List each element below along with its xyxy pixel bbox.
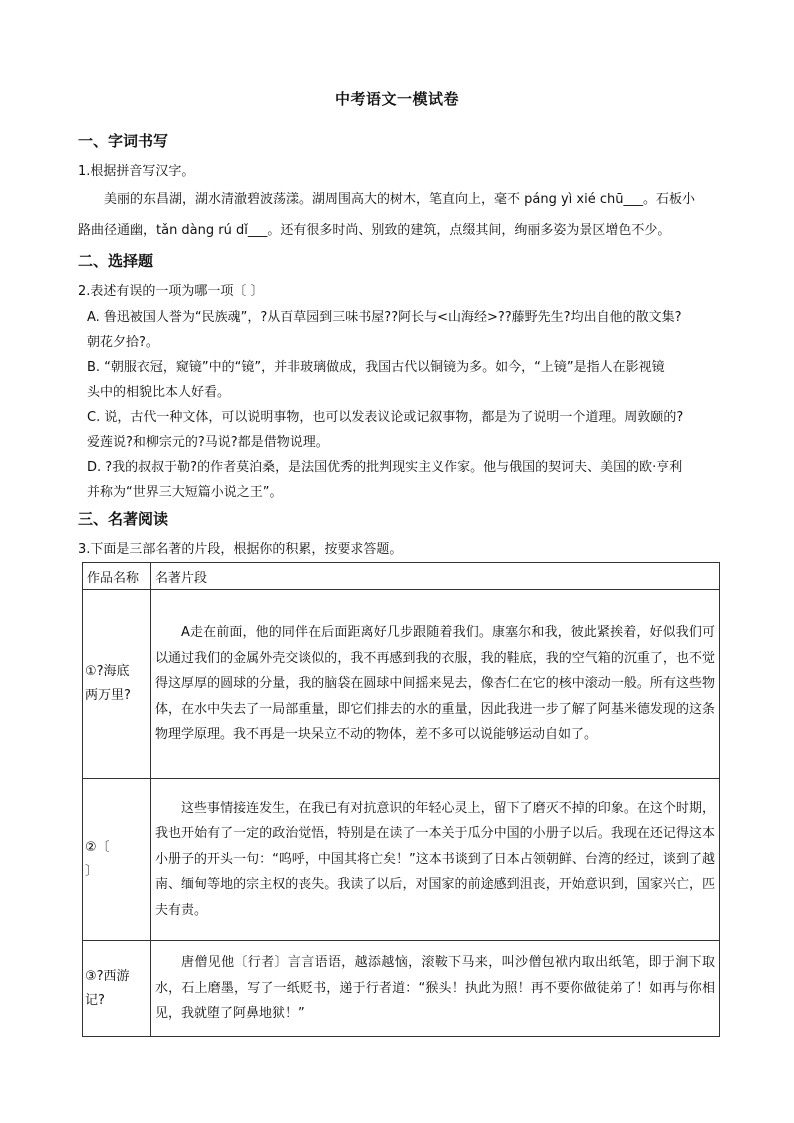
question-2-stem: 2.表述有误的一项为哪一项〔 〕 bbox=[78, 284, 264, 299]
question-1-stem: 1.根据拼音写汉字。 bbox=[78, 164, 195, 179]
question-1-text-line-1: 美丽的东昌湖，湖水清澈碧波荡漾。湖周围高大的树木，笔直向上，毫不 páng yì xié chū___。石板小 bbox=[104, 192, 695, 207]
question-1-text-line-2: 路曲径通幽，tǎn dàng rú dǐ___。还有很多时尚、别致的建筑，点缀其间，绚丽多姿为景区增色不少。 bbox=[78, 223, 671, 238]
option-d-line-2: 并称为“世界三大短篇小说之王”。 bbox=[87, 485, 283, 500]
works-table bbox=[82, 562, 720, 1037]
section-heading-2: 二、选择题 bbox=[78, 252, 154, 270]
work-name-line: 记? bbox=[85, 992, 105, 1008]
work-name-line: 两万里? bbox=[85, 688, 131, 703]
option-b-line-2: 头中的相貌比本人好看。 bbox=[87, 385, 231, 400]
work-name-cell bbox=[83, 590, 151, 779]
option-b-line-1: B. “朝服衣冠，窥镜”中的“镜”，并非玻璃做成，我国古代以铜镜为多。如今，“上镜”是指人在影视镜 bbox=[87, 360, 665, 375]
table-row bbox=[83, 941, 720, 1037]
excerpt-cell: 这些事情接连发生，在我已有对抗意识的年轻心灵上，留下了磨灭不掉的印象。在这个时期，我也开始有了一定的政治觉悟，特别是在读了一本关于瓜分中国的小册子以后。我现在还记得这本小册子的开头一句：“呜呼，中国其将亡矣！”这本书谈到了日本占领朝鲜、台湾的经过，谈到了越南、缅甸等地的宗主权的丧失。我读了以后，对国家的前途感到沮丧，开始意识到，国家兴亡，匹夫有责。 bbox=[151, 779, 720, 941]
table-row bbox=[83, 590, 720, 779]
section-heading-1: 一、字词书写 bbox=[78, 132, 169, 150]
table-header-excerpt: 名著片段 bbox=[151, 563, 720, 590]
option-d-line-1: D. ?我的叔叔于勒?的作者莫泊桑，是法国优秀的批判现实主义作家。他与俄国的契诃夫、美国的欧·亨利 bbox=[87, 460, 683, 475]
question-3-stem: 3.下面是三部名著的片段，根据你的积累，按要求答题。 bbox=[78, 542, 403, 557]
option-a-line-2: 朝花夕拾?。 bbox=[87, 335, 159, 350]
excerpt-cell: A走在前面，他的同伴在后面距离好几步跟随着我们。康塞尔和我，彼此紧挨着，好似我们可以通过我们的金属外壳交谈似的，我不再感到我的衣服，我的鞋底，我的空气箱的沉重了，也不觉得这厚厚的圆球的分量，我的脑袋在圆球中间摇来晃去，像杏仁在它的核中滚动一般。所有这些物体，在水中失去了一局部重量，即它们排去的水的重量，因此我进一步了解了阿基米德发现的这条物理学原理。我不再是一块呆立不动的物体，差不多可以说能够运动自如了。 bbox=[151, 590, 720, 779]
work-name-line: ③?西游 bbox=[85, 968, 130, 984]
table-header-row bbox=[83, 563, 720, 590]
option-c-line-2: 爱莲说?和柳宗元的?马说?都是借物说理。 bbox=[87, 435, 329, 450]
table-row bbox=[83, 779, 720, 941]
excerpt-cell: 唐僧见他〔行者〕言言语语，越添越恼，滚鞍下马来，叫沙僧包袱内取出纸笔，即于涧下取水，石上磨墨，写了一纸贬书，递于行者道：“猴头！执此为照！再不要你做徒弟了！如再与你相见，我就堕了阿鼻地狱！” bbox=[151, 941, 720, 1037]
work-name-cell bbox=[83, 779, 151, 941]
work-name-cell bbox=[83, 941, 151, 1037]
work-name-line: ②〔 bbox=[85, 839, 110, 855]
work-name-line: 〕 bbox=[85, 863, 99, 879]
table-header-work-name: 作品名称 bbox=[83, 563, 151, 590]
work-name-line: ①?海底 bbox=[85, 664, 130, 679]
option-a-line-1: A. 鲁迅被国人誉为“民族魂”，?从百草园到三味书屋??阿长与<山海经>??藤野先生?均出自他的散文集? bbox=[87, 310, 682, 325]
option-c-line-1: C. 说，古代一种文体，可以说明事物，也可以发表议论或记叙事物，都是为了说明一个道理。周敦颐的? bbox=[87, 410, 684, 425]
section-heading-3: 三、名著阅读 bbox=[78, 510, 169, 528]
page-title: 中考语文一模试卷 bbox=[334, 90, 459, 108]
